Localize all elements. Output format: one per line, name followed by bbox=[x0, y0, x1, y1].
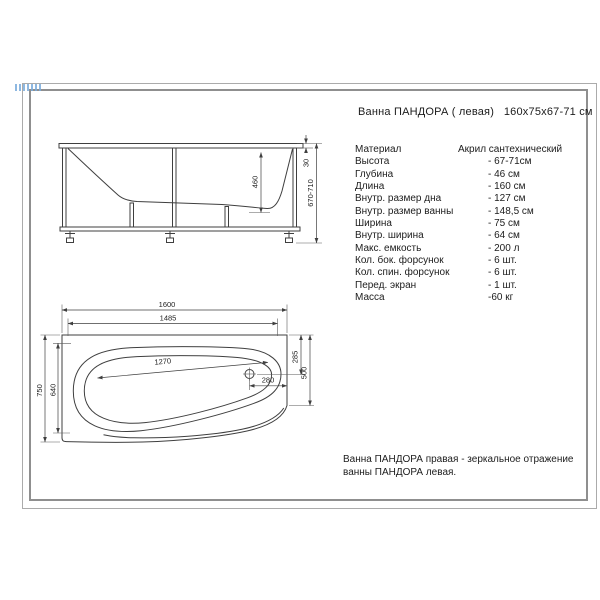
dim-label-right-top: 285 bbox=[290, 350, 300, 364]
spec-value: - 6 шт. bbox=[488, 267, 517, 279]
dim-label-depth: 460 bbox=[250, 175, 260, 189]
spec-label: Кол. спин. форсунок bbox=[355, 267, 450, 279]
dim-label-diagonal: 1270 bbox=[154, 356, 172, 367]
dim-label-inner-length: 1485 bbox=[159, 313, 177, 323]
spec-value: - 148,5 см bbox=[488, 205, 534, 217]
spec-value: - 75 см bbox=[488, 218, 520, 230]
mirror-note-line2: ванны ПАНДОРА левая. bbox=[343, 467, 457, 478]
spec-value: - 46 см bbox=[488, 168, 520, 180]
spec-value: - 6 шт. bbox=[488, 255, 517, 267]
foot-middle bbox=[165, 231, 175, 243]
page-title: Ванна ПАНДОРА ( левая) 160х75х67-71 см bbox=[358, 106, 593, 118]
top-view-drawing bbox=[35, 300, 314, 442]
side-view-drawing bbox=[59, 135, 322, 243]
spec-label: Ширина bbox=[355, 218, 392, 230]
foot-left bbox=[65, 231, 75, 243]
spec-label: Перед. экран bbox=[355, 279, 417, 291]
spec-value: - 160 см bbox=[488, 181, 526, 193]
spec-value: Акрил сантехнический bbox=[458, 144, 563, 155]
spec-label: Материал bbox=[355, 144, 402, 155]
spec-label: Длина bbox=[355, 181, 385, 193]
dim-label-total-height: 670-710 bbox=[306, 179, 315, 207]
spec-label: Внутр. размер ванны bbox=[355, 205, 454, 217]
mirror-note-line1: Ванна ПАНДОРА правая - зеркальное отражение bbox=[343, 454, 574, 465]
dim-label-width: 750 bbox=[35, 384, 44, 397]
spec-label: Глубина bbox=[355, 168, 394, 180]
spec-label: Кол. бок. форсунок bbox=[355, 255, 444, 267]
dim-label-drain-offset: 280 bbox=[261, 375, 275, 385]
spec-label: Масса bbox=[355, 292, 385, 304]
spec-label: Макс. емкость bbox=[355, 242, 422, 254]
spec-label: Внутр. размер дна bbox=[355, 193, 442, 205]
spec-label: Внутр. ширина bbox=[355, 230, 424, 242]
dim-label-right-edge: 500 bbox=[299, 366, 309, 380]
spec-value: -60 кг bbox=[488, 292, 514, 304]
spec-value: - 200 л bbox=[488, 242, 520, 254]
spec-value: - 64 см bbox=[488, 230, 520, 242]
spec-value: - 67-71см bbox=[488, 156, 532, 168]
foot-right bbox=[284, 231, 294, 243]
dim-label-length: 1600 bbox=[158, 300, 176, 309]
dim-label-rim-height: 30 bbox=[301, 158, 311, 168]
spec-value: - 127 см bbox=[488, 193, 526, 205]
dim-label-inner-width: 640 bbox=[48, 383, 58, 397]
spec-label: Высота bbox=[355, 156, 390, 168]
spec-value: - 1 шт. bbox=[488, 279, 517, 291]
